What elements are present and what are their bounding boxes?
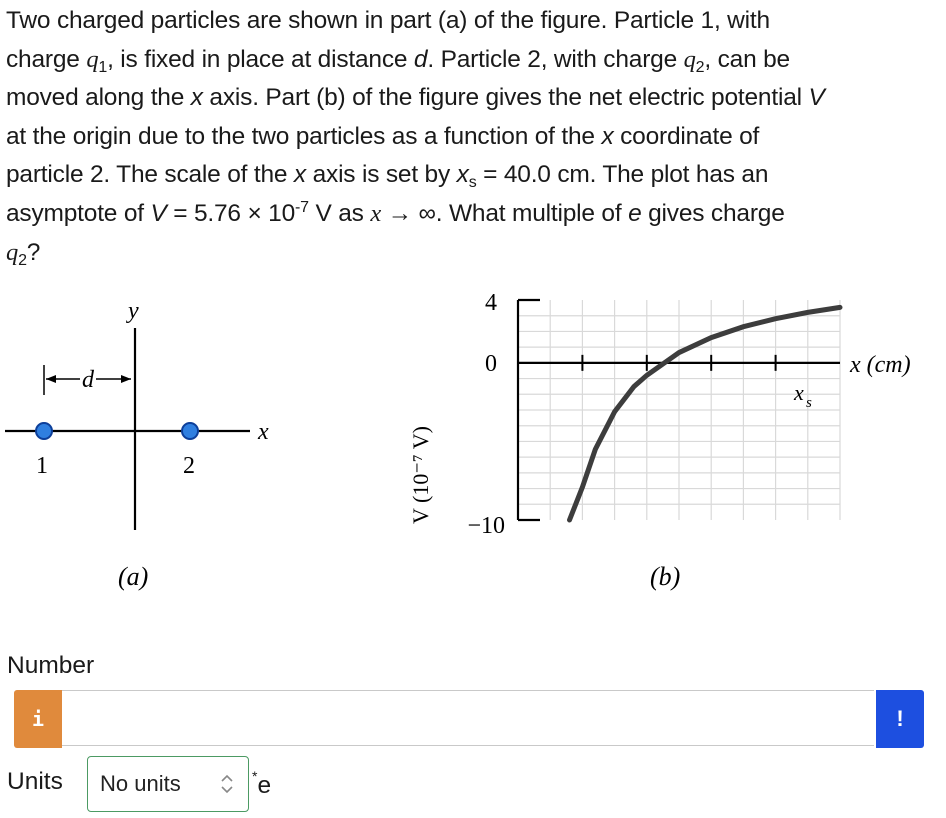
xs-label: x [794,380,804,405]
question-line-7: $q_2$? [6,238,41,269]
unit-suffix [252,768,271,800]
figure [0,280,946,600]
units-label: Units [7,768,63,795]
alert-icon[interactable]: ! [876,690,924,748]
d-label: d [82,367,94,393]
particle-1 [36,423,52,439]
info-icon[interactable]: i [14,690,62,748]
particle-2 [182,423,198,439]
ytick-label: 4 [485,290,497,316]
question-line-6: asymptote of $V = 5.76 \times 10^{-7}$ V as x → ∞. What multiple of e gives charge [6,198,785,227]
ytick-label: 0 [485,351,497,377]
number-label: Number [7,652,95,679]
question-line-1: Two charged particles are shown in part (a) of the figure. Particle 1, with [6,7,770,34]
particle-2-label: 2 [183,453,195,479]
units-select[interactable] [87,756,249,812]
d-arrowhead-left [46,375,56,383]
unit-e: e [257,772,272,799]
x-axis-label-b: x (cm) [850,352,911,378]
y-axis-label-a: y [128,298,139,324]
figure-a [5,298,269,591]
question-line-3: moved along the x axis. Part (b) of the figure gives the net electric potential V [6,84,825,112]
question-line-2: charge $q_1$, is fixed in place at distance d. Particle 2, with charge $q_2$, can be [6,45,790,76]
xs-subscript: s [806,395,812,411]
figure-svg [0,280,946,600]
question-line-5: particle 2. The scale of the x axis is set by $x_s = 40.0$ cm. The plot has an [6,161,769,192]
d-arrowhead-right [121,375,131,383]
ytick-label: −10 [467,513,505,539]
caption-b: (b) [650,562,681,591]
chart-b [408,290,911,591]
x-axis-label-a: x [258,419,269,445]
number-input[interactable] [62,690,874,746]
chart-grid [518,300,840,520]
units-select-value: No units [100,771,181,796]
y-axis-label-b: V (10⁻⁷ V) [408,426,433,524]
question-text [6,2,941,272]
answer-row [14,690,924,748]
caption-a: (a) [118,562,149,591]
particle-1-label: 1 [36,453,48,479]
unit-star: * [252,768,258,784]
question-line-4: at the origin due to the two particles as a function of the x coordinate of [6,122,760,150]
chevron-updown-icon [220,771,234,797]
